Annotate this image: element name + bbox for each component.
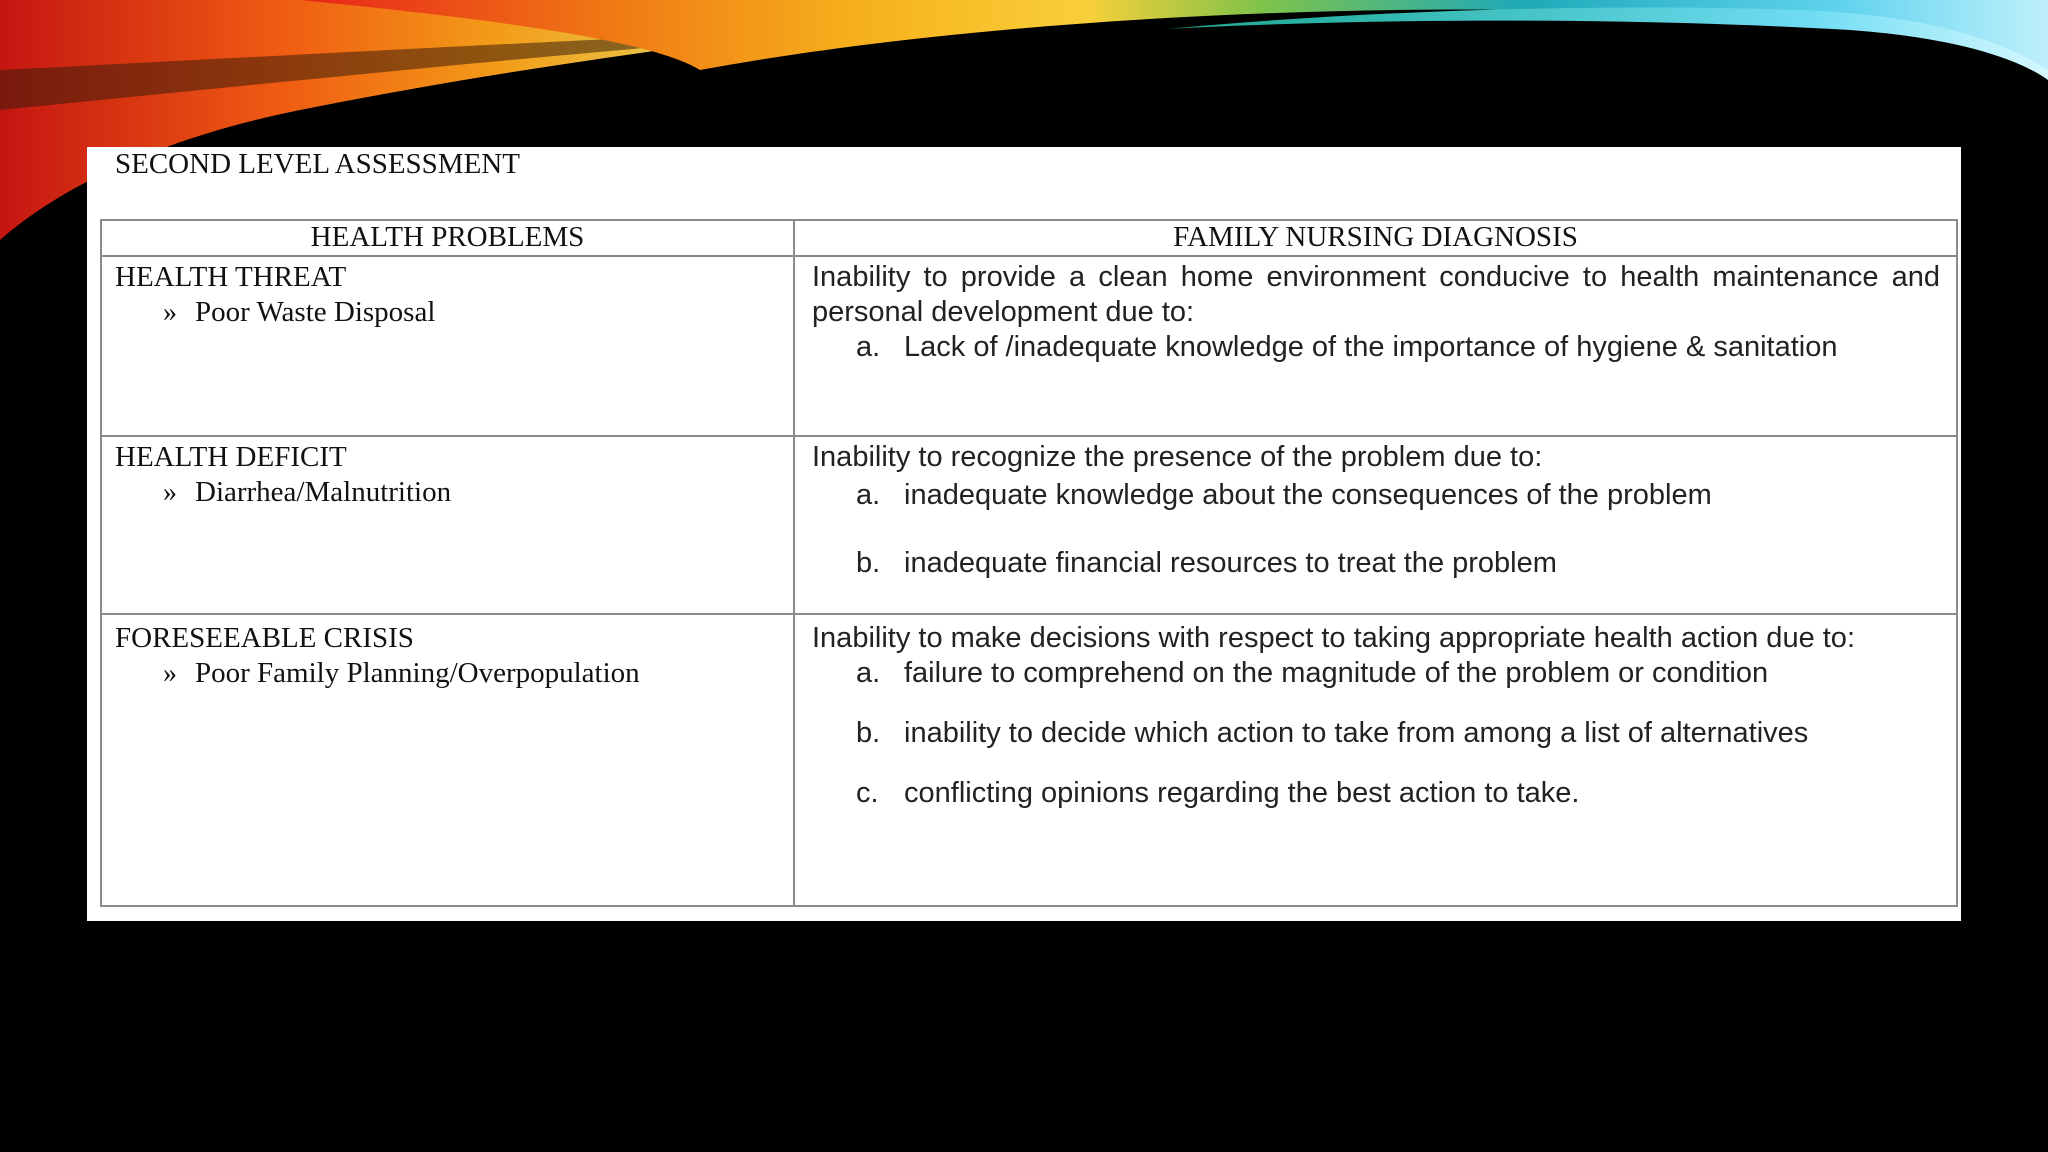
list-item-text: inadequate knowledge about the consequences of the problem bbox=[904, 479, 1712, 511]
list-item bbox=[812, 478, 1940, 513]
diagnosis-cell bbox=[794, 436, 1957, 614]
list-marker: b. bbox=[856, 547, 881, 579]
problem-cell bbox=[101, 256, 794, 436]
list-item bbox=[812, 716, 1940, 751]
table-row bbox=[101, 436, 1957, 614]
problem-heading: HEALTH DEFICIT bbox=[115, 441, 347, 473]
list-item bbox=[812, 776, 1940, 811]
assessment-card bbox=[87, 147, 1961, 921]
list-item bbox=[812, 656, 1940, 691]
assessment-table bbox=[100, 219, 1958, 907]
list-marker: a. bbox=[856, 657, 881, 689]
problem-subitem: Poor Family Planning/Overpopulation bbox=[195, 657, 640, 689]
list-marker: a. bbox=[856, 331, 881, 363]
list-item-text: inability to decide which action to take from among a list of alternatives bbox=[904, 717, 1809, 749]
list-item-text: failure to comprehend on the magnitude of the problem or condition bbox=[904, 657, 1769, 689]
bullet-icon: » bbox=[163, 658, 177, 689]
diagnosis-text: Inability to provide a clean home environment conducive to health maintenance and personal development due to: bbox=[812, 261, 1940, 328]
problem-heading: HEALTH THREAT bbox=[115, 261, 347, 293]
table-header-row bbox=[101, 220, 1957, 256]
list-item bbox=[812, 330, 1940, 365]
problem-subitem: Diarrhea/Malnutrition bbox=[195, 476, 452, 508]
table-row bbox=[101, 614, 1957, 906]
column-header: HEALTH PROBLEMS bbox=[101, 220, 794, 256]
problem-cell bbox=[101, 436, 794, 614]
list-marker: c. bbox=[856, 777, 879, 809]
diagnosis-cell bbox=[794, 256, 1957, 436]
list-item-text: conflicting opinions regarding the best action to take. bbox=[904, 777, 1580, 809]
diagnosis-text: Inability to recognize the presence of the problem due to: bbox=[812, 441, 1543, 473]
bullet-icon: » bbox=[163, 477, 177, 508]
problem-cell bbox=[101, 614, 794, 906]
list-marker: a. bbox=[856, 479, 881, 511]
list-item bbox=[812, 546, 1940, 581]
page-title: SECOND LEVEL ASSESSMENT bbox=[115, 148, 520, 180]
table-row bbox=[101, 256, 1957, 436]
list-item-text: inadequate financial resources to treat the problem bbox=[904, 547, 1557, 579]
diagnosis-text: Inability to make decisions with respect to taking appropriate health action due to: bbox=[812, 622, 1855, 654]
list-item-text: Lack of /inadequate knowledge of the importance of hygiene & sanitation bbox=[904, 331, 1838, 363]
problem-subitem: Poor Waste Disposal bbox=[195, 296, 436, 328]
list-marker: b. bbox=[856, 717, 881, 749]
diagnosis-cell bbox=[794, 614, 1957, 906]
bullet-icon: » bbox=[163, 297, 177, 328]
column-header: FAMILY NURSING DIAGNOSIS bbox=[794, 220, 1957, 256]
problem-heading: FORESEEABLE CRISIS bbox=[115, 622, 414, 654]
